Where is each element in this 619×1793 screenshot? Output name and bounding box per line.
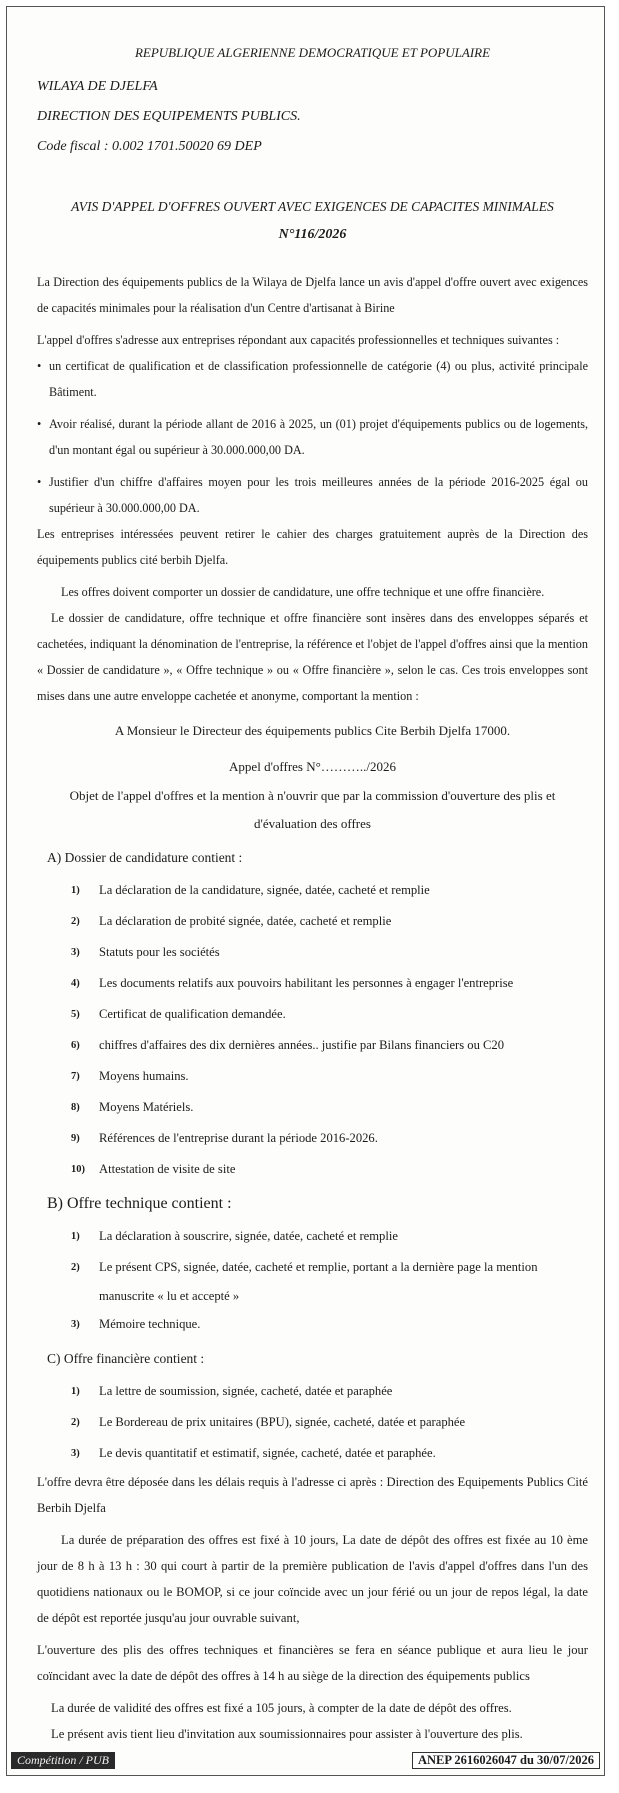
item-text: Mémoire technique. [99, 1317, 201, 1331]
list-item [71, 968, 588, 999]
intro-paragraph: La Direction des équipements publics de la Wilaya de Djelfa lance un avis d'appel d'offre ouvert avec exigences de capacités minimales pour la réalisation d'un Centre d'artisanat à Birine [37, 275, 588, 315]
offers-composition-paragraph: Les offres doivent comporter un dossier de candidature, une offre technique et une offre financière. [61, 585, 545, 599]
item-number: 10) [71, 1164, 85, 1175]
section-b-title: B) Offre technique contient : [47, 1195, 232, 1212]
section-c-list [37, 1376, 588, 1469]
wilaya-line: WILAYA DE DJELFA [37, 79, 158, 94]
footer [11, 1752, 600, 1769]
notice-body [7, 7, 604, 1747]
list-item [71, 1221, 588, 1252]
item-number: 9) [71, 1133, 80, 1144]
item-number: 2) [71, 916, 80, 927]
list-item [71, 1061, 588, 1092]
item-text: La déclaration à souscrire, signée, datée, cacheté et remplie [99, 1229, 398, 1243]
item-number: 1) [71, 885, 80, 896]
item-text: Attestation de visite de site [99, 1162, 236, 1176]
list-item [71, 906, 588, 937]
item-number: 3) [71, 947, 80, 958]
requirement-text: Justifier d'un chiffre d'affaires moyen pour les trois meilleures années de la période 2016-2025 égal ou supérieur à 30.000.000,00 DA. [49, 475, 588, 515]
section-c-title: C) Offre financière contient : [47, 1351, 205, 1366]
validity-paragraph: La durée de validité des offres est fixé a 105 jours, à compter de la date de dépôt des offres. [51, 1701, 512, 1715]
notice-page [6, 6, 605, 1776]
item-number: 4) [71, 978, 80, 989]
section-a-list [37, 875, 588, 1185]
item-number: 3) [71, 1319, 80, 1330]
withdraw-paragraph: Les entreprises intéressées peuvent retirer le cahier des charges gratuitement auprès de la Direction des équipements publics cité berbih Djelfa. [37, 527, 588, 567]
item-number: 3) [71, 1448, 80, 1459]
envelope-address: A Monsieur le Directeur des équipements publics Cite Berbih Djelfa 17000. [114, 723, 511, 738]
requirement-item [37, 411, 588, 463]
footer-anep-reference: ANEP 2616026047 du 30/07/2026 [412, 1752, 600, 1769]
bullet-icon: • [37, 475, 42, 489]
item-number: 8) [71, 1102, 80, 1113]
item-text: Le présent CPS, signée, datée, cacheté et remplie, portant a la dernière page la mention [99, 1260, 538, 1274]
requirement-item [37, 469, 588, 521]
list-item [71, 1438, 588, 1469]
notice-number: N°116/2026 [278, 227, 347, 242]
list-item [71, 1407, 588, 1438]
list-item [71, 1092, 588, 1123]
item-text: chiffres d'affaires des dix dernières années.. justifie par Bilans financiers ou C20 [99, 1038, 505, 1052]
envelope-object-cont: d'évaluation des offres [254, 816, 371, 831]
item-text: Les documents relatifs aux pouvoirs habilitant les personnes à engager l'entreprise [99, 976, 514, 990]
code-fiscal-line: Code fiscal : 0.002 1701.50020 69 DEP [37, 139, 262, 154]
list-item [71, 1030, 588, 1061]
item-text: Moyens Matériels. [99, 1100, 194, 1114]
item-number: 2) [71, 1262, 80, 1273]
item-text: Références de l'entreprise durant la période 2016-2026. [99, 1131, 378, 1145]
requirement-item [37, 353, 588, 405]
list-item [71, 999, 588, 1030]
list-item [71, 875, 588, 906]
requirement-text: un certificat de qualification et de classification professionnelle de catégorie (4) ou plus, activité principale Bâtiment. [49, 359, 588, 399]
list-item [71, 1309, 588, 1340]
item-number: 6) [71, 1040, 80, 1051]
item-text: Statuts pour les sociétés [99, 945, 220, 959]
section-b-list [37, 1221, 588, 1283]
item-text: Moyens humains. [99, 1069, 189, 1083]
opening-paragraph: L'ouverture des plis des offres techniques et financières se fera en séance publique et aura lieu le jour coïncidant avec la date de dépôt des offres à 14 h au siège de la direction des équipements publics [37, 1643, 588, 1683]
section-b-list-cont [37, 1309, 588, 1340]
item-text: La lettre de soumission, signée, cacheté, datée et paraphée [99, 1384, 393, 1398]
invitation-paragraph: Le présent avis tient lieu d'invitation aux soumissionnaires pour assister à l'ouverture des plis. [51, 1727, 523, 1741]
item-text: Certificat de qualification demandée. [99, 1007, 286, 1021]
item-text: La déclaration de probité signée, datée, cacheté et remplie [99, 914, 392, 928]
direction-line: DIRECTION DES EQUIPEMENTS PUBLICS. [37, 109, 301, 124]
closing-section [37, 1469, 588, 1747]
envelope-reference: Appel d'offres N°………../2026 [229, 759, 396, 774]
item-number: 7) [71, 1071, 80, 1082]
list-item [71, 1376, 588, 1407]
item-number: 2) [71, 1417, 80, 1428]
deposit-paragraph: L'offre devra être déposée dans les délais requis à l'adresse ci après : Direction des Equipements Publics Cité Berbih Djelfa [37, 1475, 588, 1515]
item-text: Le devis quantitatif et estimatif, signée, cacheté, datée et paraphée. [99, 1446, 436, 1460]
item-number: 1) [71, 1386, 80, 1397]
item-text: La déclaration de la candidature, signée, datée, cacheté et remplie [99, 883, 430, 897]
bullet-icon: • [37, 417, 42, 431]
deadline-paragraph: La durée de préparation des offres est fixé à 10 jours, La date de dépôt des offres est fixée au 10 ème jour de 8 h à 13 h : 30 qui court à partir de la première publication de l'avis d'appel d'offres dans l'un des quotidiens nationaux ou le BOMOP, si ce jour coïncide avec un jour férié ou un jour de repos légal, la date de dépôt est reportée jusqu'au jour ouvrable suivant, [37, 1533, 588, 1625]
list-item [71, 1154, 588, 1185]
list-item [71, 937, 588, 968]
requirement-text: Avoir réalisé, durant la période allant de 2016 à 2025, un (01) projet d'équipements publics ou de logements, d'un montant égal ou supérieur à 30.000.000,00 DA. [49, 417, 588, 457]
envelopes-paragraph: Le dossier de candidature, offre technique et offre financière sont insères dans des enveloppes séparés et cachetées, indiquant la dénomination de l'entreprise, la référence et l'objet de l'appel d'offres ainsi que la mention « Dossier de candidature », « Offre technique » ou « Offre financière », selon le cas. Ces trois enveloppes sont mises dans une autre enveloppe cachetée et anonyme, comportant la mention : [37, 611, 588, 703]
republic-header: REPUBLIQUE ALGERIENNE DEMOCRATIQUE ET POPULAIRE [134, 45, 491, 60]
requirements-intro: L'appel d'offres s'adresse aux entreprises répondant aux capacités professionnelles et techniques suivantes : [37, 333, 560, 347]
footer-category: Compétition / PUB [11, 1752, 115, 1769]
item-number: 5) [71, 1009, 80, 1020]
notice-title: AVIS D'APPEL D'OFFRES OUVERT AVEC EXIGENCES DE CAPACITES MINIMALES [71, 199, 554, 214]
envelope-object: Objet de l'appel d'offres et la mention à n'ouvrir que par la commission d'ouverture des plis et [69, 788, 556, 803]
item-text: Le Bordereau de prix unitaires (BPU), signée, cacheté, datée et paraphée [99, 1415, 466, 1429]
item-text-continuation: manuscrite « lu et accepté » [99, 1289, 240, 1303]
bullet-icon: • [37, 359, 42, 373]
section-a-title: A) Dossier de candidature contient : [47, 850, 243, 865]
list-item [71, 1252, 588, 1283]
item-number: 1) [71, 1231, 80, 1242]
list-item [71, 1123, 588, 1154]
